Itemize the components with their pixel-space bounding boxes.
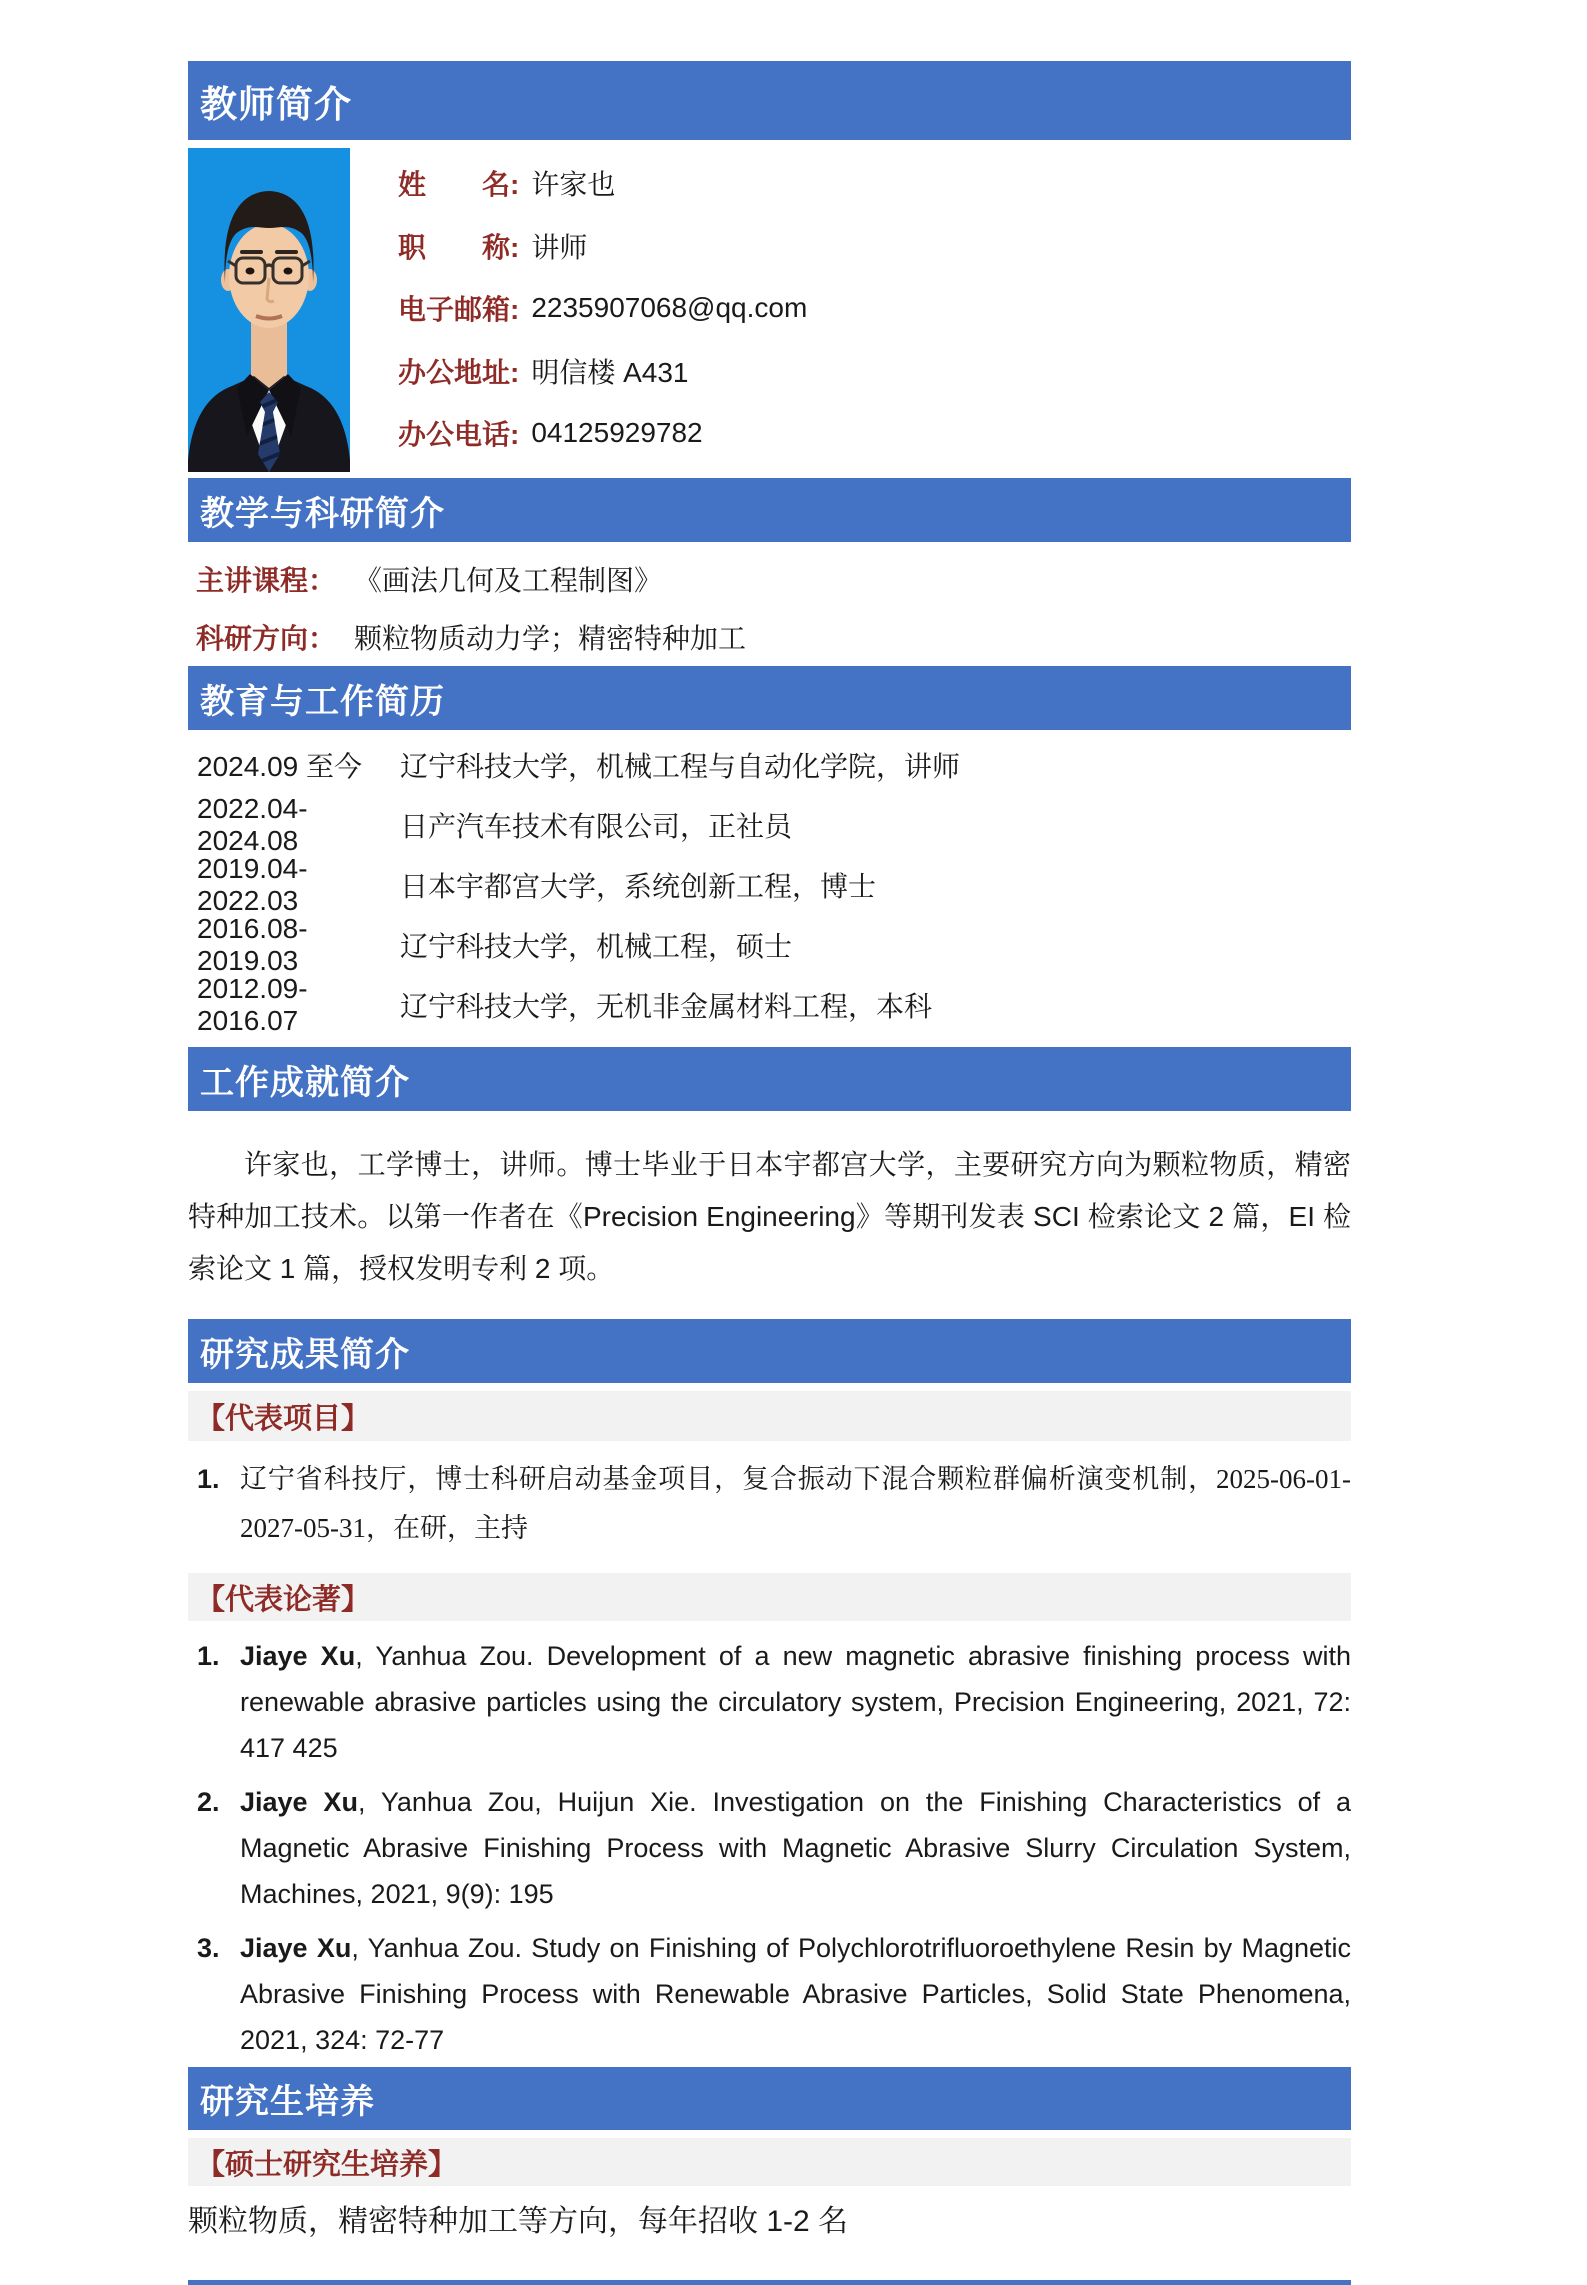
phone-value: 04125929782 xyxy=(531,417,703,448)
section-header-graduate-training xyxy=(188,2067,1351,2130)
office-label: 办公地址: xyxy=(398,356,520,388)
timeline-detail: 辽宁科技大学，无机非金属材料工程，本科 xyxy=(400,991,933,1022)
timeline-period: 2019.04-2022.03 xyxy=(197,853,308,916)
profile-row xyxy=(188,148,1351,472)
project-item xyxy=(188,1455,1351,1553)
subsection-title: 【代表论著】 xyxy=(196,1583,371,1616)
project-text-status: ，在研，主持 xyxy=(365,1513,528,1543)
publication-item xyxy=(188,1925,1351,2063)
achievement-paragraph: 许家也，工学博士，讲师。博士毕业于日本宇都宫大学，主要研究方向为颗粒物质，精密特种加工技术。以第一作者在《Precision Engineering》等期刊发表 SCI 检索论文 2 篇，EI 检索论文 1 篇，授权发明专利 2 项。 xyxy=(188,1149,1351,1284)
document-content xyxy=(188,0,1351,2242)
email-value: 2235907068@qq.com xyxy=(531,292,808,323)
timeline-detail: 辽宁科技大学，机械工程与自动化学院，讲师 xyxy=(400,751,961,782)
info-row-email xyxy=(398,283,1351,333)
name-value: 许家也 xyxy=(531,169,616,200)
info-row-office xyxy=(398,346,1351,396)
publication-item xyxy=(188,1779,1351,1917)
timeline-row xyxy=(197,795,1351,855)
publication-first-author: Jiaye Xu xyxy=(240,1641,356,1671)
publication-text xyxy=(240,1779,1351,1917)
info-row-title xyxy=(398,221,1351,271)
research-direction-label: 科研方向： xyxy=(196,623,337,654)
publication-text xyxy=(240,1925,1351,2063)
research-direction-value: 颗粒物质动力学；精密特种加工 xyxy=(354,623,747,654)
email-label: 电子邮箱: xyxy=(398,294,520,325)
publication-first-author: Jiaye Xu xyxy=(240,1787,358,1817)
timeline-period: 2016.08-2019.03 xyxy=(197,913,308,976)
project-dates: 2025-06-01-2027-05-31 xyxy=(240,1464,1351,1543)
item-number: 3. xyxy=(197,1933,220,1963)
timeline-period: 2024.09 至今 xyxy=(197,751,362,782)
title-label: 职 称: xyxy=(398,231,520,263)
title-value: 讲师 xyxy=(531,231,588,263)
timeline-detail: 辽宁科技大学，机械工程，硕士 xyxy=(400,931,793,962)
graduate-training-text: 颗粒物质，精密特种加工等方向，每年招收 1-2 名 xyxy=(188,2205,849,2238)
section-title: 教师简介 xyxy=(200,83,352,125)
section-header-teaching-research xyxy=(188,478,1351,542)
subsection-title: 【硕士研究生培养】 xyxy=(196,2148,458,2181)
section-title: 教学与科研简介 xyxy=(200,494,445,533)
timeline-period: 2022.04-2024.08 xyxy=(197,793,308,856)
timeline-row xyxy=(197,915,1351,975)
profile-photo xyxy=(188,148,350,472)
publication-rest: , Yanhua Zou. Development of a new magnetic abrasive finishing process with renewable abrasive particles using the circulatory system, Precision Engineering, 2021, 72: 417 425 xyxy=(240,1641,1351,1763)
item-number: 1. xyxy=(197,1641,220,1671)
publications-list xyxy=(188,1621,1351,2063)
section-title: 工作成就简介 xyxy=(200,1063,410,1102)
timeline-period: 2012.09-2016.07 xyxy=(197,973,308,1036)
publication-first-author: Jiaye Xu xyxy=(240,1933,352,1963)
research-direction-row xyxy=(196,608,1351,666)
id-photo-graphic xyxy=(188,148,350,472)
info-row-phone xyxy=(398,408,1351,458)
subsection-title: 【代表项目】 xyxy=(196,1402,371,1435)
courses-row xyxy=(196,550,1351,608)
teaching-block xyxy=(188,542,1351,666)
subsection-publications-header xyxy=(188,1573,1351,1621)
history-timeline xyxy=(188,730,1351,1035)
project-text xyxy=(240,1455,1351,1553)
profile-info xyxy=(398,148,1351,472)
next-page-banner-sliver xyxy=(188,2280,1351,2285)
section-title: 研究成果简介 xyxy=(200,1335,410,1374)
item-number: 2. xyxy=(197,1787,220,1817)
publication-rest: , Yanhua Zou, Huijun Xie. Investigation on the Finishing Characteristics of a Magnetic Abrasive Finishing Process with Magnetic Abrasive Slurry Circulation System, Machines, 2021, 9(9): 195 xyxy=(240,1787,1351,1909)
publication-item xyxy=(188,1633,1351,1771)
item-number: 1. xyxy=(197,1464,220,1494)
timeline-row xyxy=(197,855,1351,915)
project-text-main: 辽宁省科技厅，博士科研启动基金项目，复合振动下混合颗粒群偏析演变机制， xyxy=(240,1464,1217,1494)
section-header-teacher-profile xyxy=(188,61,1351,140)
timeline-row xyxy=(197,975,1351,1035)
publication-rest: , Yanhua Zou. Study on Finishing of Polychlorotrifluoroethylene Resin by Magnetic Abrasive Finishing Process with Renewable Abrasive Particles, Solid State Phenomena, 2021, 324: 72-77 xyxy=(240,1933,1352,2055)
publication-text xyxy=(240,1633,1351,1771)
name-label: 姓 名: xyxy=(398,169,520,200)
office-value: 明信楼 A431 xyxy=(531,356,689,388)
courses-value: 《画法几何及工程制图》 xyxy=(354,565,663,596)
timeline-detail: 日产汽车技术有限公司，正社员 xyxy=(400,811,793,842)
info-row-name xyxy=(398,158,1351,208)
timeline-row xyxy=(197,735,1351,795)
courses-label: 主讲课程： xyxy=(196,565,337,596)
phone-label: 办公电话: xyxy=(398,419,520,450)
section-header-research-results xyxy=(188,1319,1351,1383)
section-title: 研究生培养 xyxy=(200,2083,375,2121)
section-header-achievements xyxy=(188,1047,1351,1111)
section-header-education-history xyxy=(188,666,1351,730)
subsection-master-training-header xyxy=(188,2138,1351,2186)
section-title: 教育与工作简历 xyxy=(200,682,445,721)
timeline-detail: 日本宇都宫大学，系统创新工程，博士 xyxy=(400,871,877,902)
subsection-projects-header xyxy=(188,1391,1351,1441)
